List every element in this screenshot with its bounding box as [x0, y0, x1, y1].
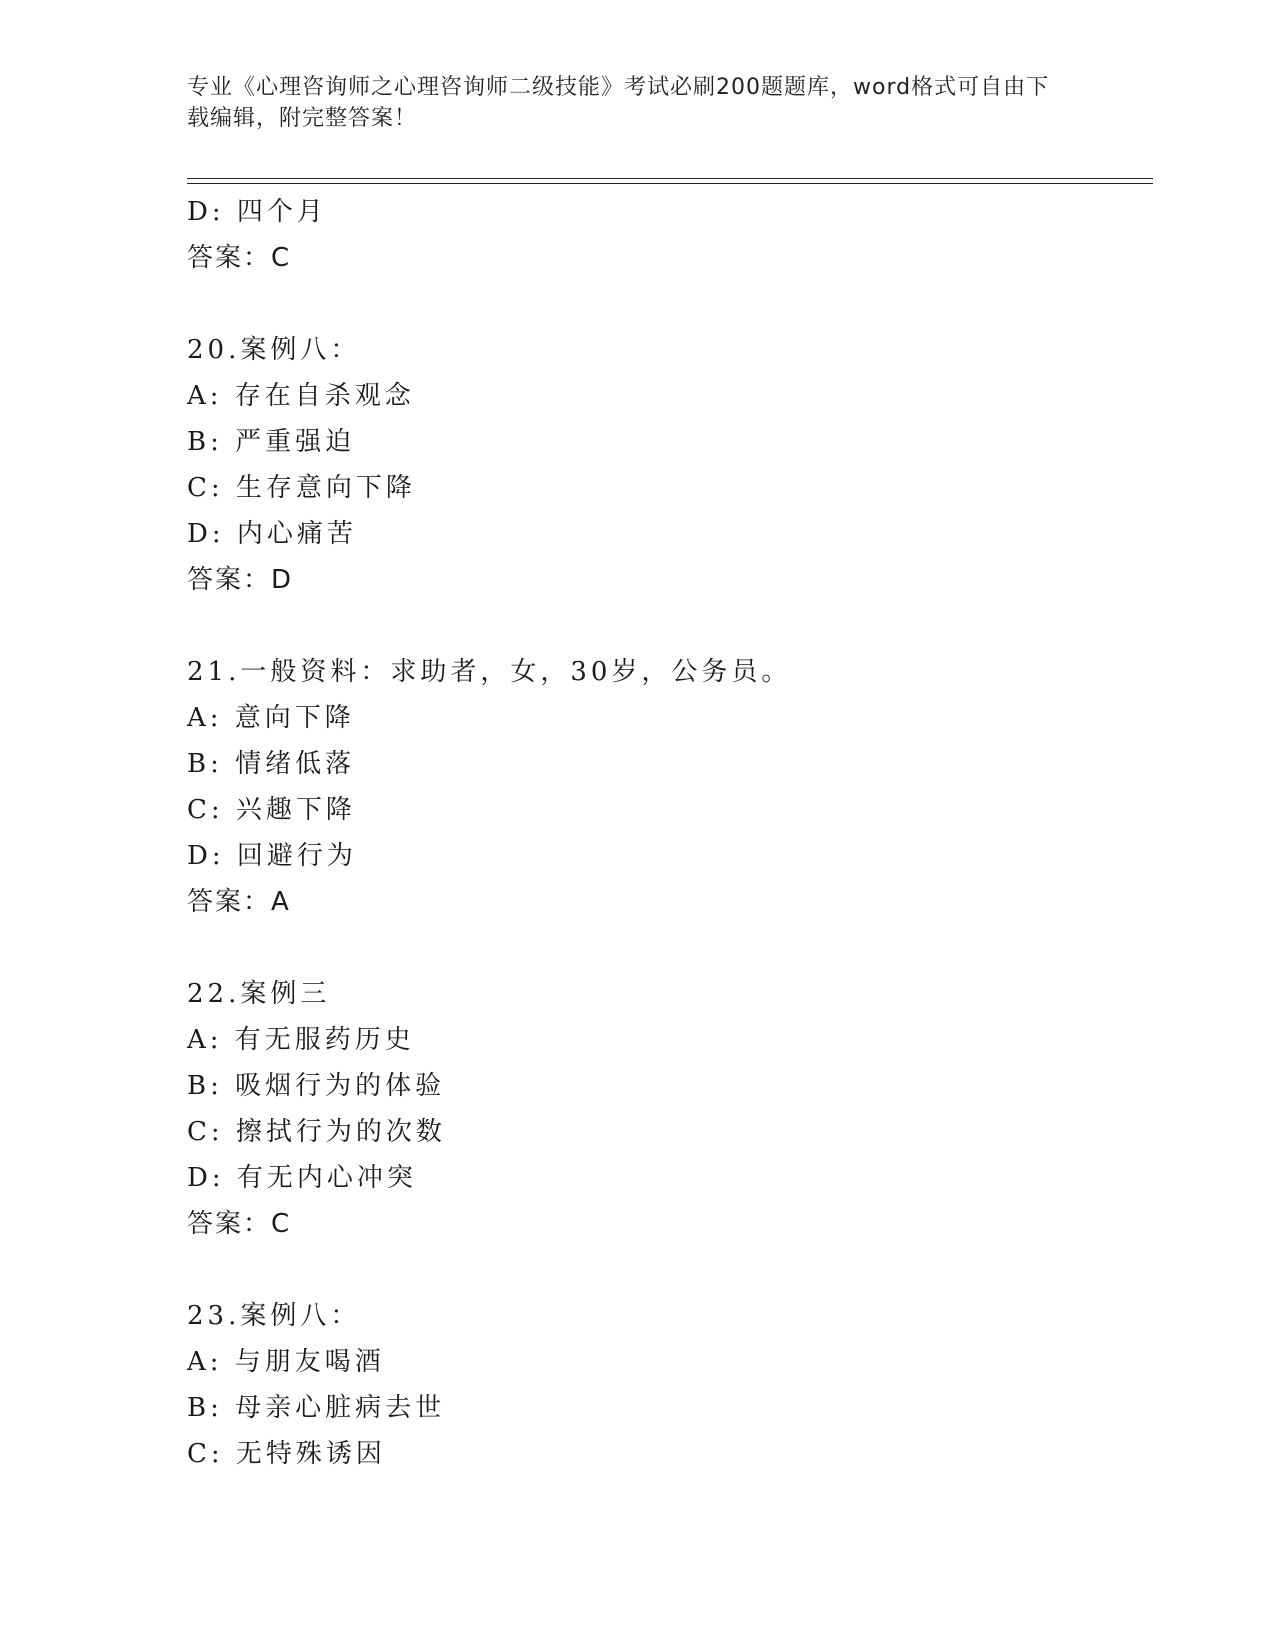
- question-23-option-c: C: 无特殊诱因: [187, 1439, 386, 1469]
- question-22-title: 22.案例三: [187, 979, 331, 1009]
- question-20-option-c: C: 生存意向下降: [187, 473, 416, 503]
- question-22-option-b: B: 吸烟行为的体验: [187, 1071, 446, 1101]
- option-d-previous: D: 四个月: [187, 197, 327, 227]
- header-rule-bottom: [187, 183, 1153, 184]
- document-body: [187, 189, 1153, 1477]
- question-22-option-a: A: 有无服药历史: [187, 1025, 415, 1055]
- answer-previous: 答案：C: [187, 243, 292, 273]
- question-23-title: 23.案例八：: [187, 1301, 361, 1331]
- question-20-answer: 答案：D: [187, 565, 294, 595]
- question-23-option-a: A: 与朋友喝酒: [187, 1347, 385, 1377]
- question-20-option-d: D: 内心痛苦: [187, 519, 357, 549]
- question-21-answer: 答案：A: [187, 887, 291, 917]
- question-21-option-a: A: 意向下降: [187, 703, 355, 733]
- question-21-title: 21.一般资料：求助者，女，30岁，公务员。: [187, 657, 792, 687]
- question-21-option-c: C: 兴趣下降: [187, 795, 356, 825]
- question-20-option-a: A: 存在自杀观念: [187, 381, 415, 411]
- question-21-option-d: D: 回避行为: [187, 841, 357, 871]
- question-20-option-b: B: 严重强迫: [187, 427, 356, 457]
- header-rule-top: [187, 178, 1153, 179]
- question-22-answer: 答案：C: [187, 1209, 292, 1239]
- question-20-title: 20.案例八：: [187, 335, 361, 365]
- question-23-option-b: B: 母亲心脏病去世: [187, 1393, 446, 1423]
- question-21-option-b: B: 情绪低落: [187, 749, 356, 779]
- page-header: 专业《心理咨询师之心理咨询师二级技能》考试必刷200题题库，word格式可自由下载编辑，附完整答案！: [187, 75, 1050, 131]
- question-22-option-d: D: 有无内心冲突: [187, 1163, 417, 1193]
- question-22-option-c: C: 擦拭行为的次数: [187, 1117, 446, 1147]
